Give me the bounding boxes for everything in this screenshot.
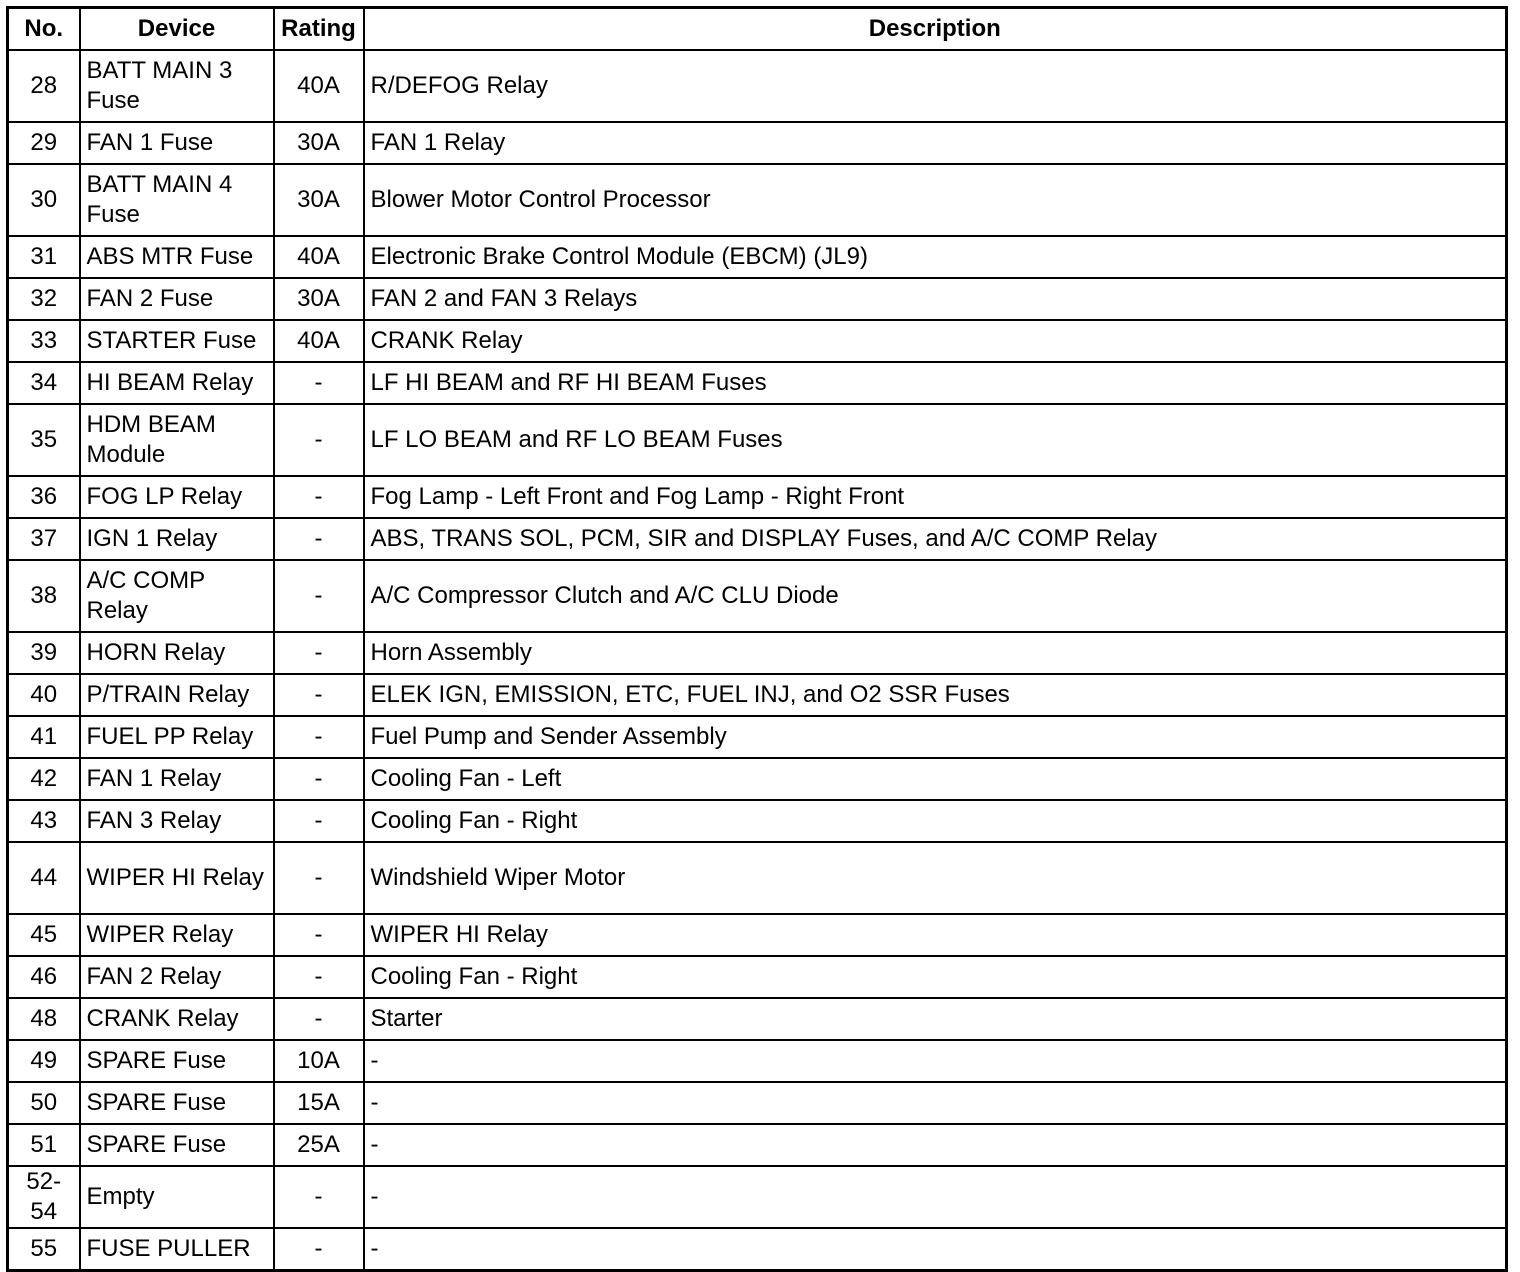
- cell-device: Empty: [80, 1166, 274, 1228]
- cell-no: 29: [8, 122, 80, 164]
- cell-no: 34: [8, 362, 80, 404]
- cell-rating: -: [274, 800, 364, 842]
- cell-device: FUEL PP Relay: [80, 716, 274, 758]
- cell-description: WIPER HI Relay: [364, 914, 1507, 956]
- cell-rating: -: [274, 632, 364, 674]
- cell-device: FOG LP Relay: [80, 476, 274, 518]
- cell-device: BATT MAIN 3 Fuse: [80, 50, 274, 122]
- cell-rating: -: [274, 716, 364, 758]
- cell-description: Fog Lamp - Left Front and Fog Lamp - Right Front: [364, 476, 1507, 518]
- table-row: [8, 632, 1507, 674]
- cell-rating: 10A: [274, 1040, 364, 1082]
- table-row: [8, 518, 1507, 560]
- cell-no: 42: [8, 758, 80, 800]
- cell-description: Electronic Brake Control Module (EBCM) (JL9): [364, 236, 1507, 278]
- table-row: [8, 1124, 1507, 1166]
- cell-no: 35: [8, 404, 80, 476]
- cell-no: 32: [8, 278, 80, 320]
- cell-device: WIPER Relay: [80, 914, 274, 956]
- cell-description: R/DEFOG Relay: [364, 50, 1507, 122]
- cell-no: 31: [8, 236, 80, 278]
- cell-no: 55: [8, 1228, 80, 1271]
- cell-rating: 30A: [274, 164, 364, 236]
- table-row: [8, 50, 1507, 122]
- cell-description: -: [364, 1040, 1507, 1082]
- cell-device: IGN 1 Relay: [80, 518, 274, 560]
- cell-description: Blower Motor Control Processor: [364, 164, 1507, 236]
- cell-device: STARTER Fuse: [80, 320, 274, 362]
- cell-no: 49: [8, 1040, 80, 1082]
- cell-no: 38: [8, 560, 80, 632]
- cell-device: SPARE Fuse: [80, 1040, 274, 1082]
- table-row: [8, 914, 1507, 956]
- cell-no: 45: [8, 914, 80, 956]
- table-row: [8, 278, 1507, 320]
- table-row: [8, 1228, 1507, 1271]
- cell-no: 52-54: [8, 1166, 80, 1228]
- table-row: [8, 1082, 1507, 1124]
- header-description: Description: [364, 8, 1507, 51]
- cell-device: FUSE PULLER: [80, 1228, 274, 1271]
- cell-no: 41: [8, 716, 80, 758]
- fuse-relay-table: [6, 6, 1508, 1272]
- table-row: [8, 1040, 1507, 1082]
- header-no: No.: [8, 8, 80, 51]
- table-row: [8, 758, 1507, 800]
- cell-device: HI BEAM Relay: [80, 362, 274, 404]
- cell-device: SPARE Fuse: [80, 1082, 274, 1124]
- cell-no: 48: [8, 998, 80, 1040]
- cell-no: 30: [8, 164, 80, 236]
- cell-no: 44: [8, 842, 80, 914]
- cell-rating: 40A: [274, 236, 364, 278]
- cell-description: Starter: [364, 998, 1507, 1040]
- cell-description: ABS, TRANS SOL, PCM, SIR and DISPLAY Fuses, and A/C COMP Relay: [364, 518, 1507, 560]
- cell-no: 28: [8, 50, 80, 122]
- table-row: [8, 164, 1507, 236]
- cell-description: Cooling Fan - Right: [364, 956, 1507, 998]
- cell-device: FAN 2 Fuse: [80, 278, 274, 320]
- header-rating: Rating: [274, 8, 364, 51]
- cell-device: FAN 2 Relay: [80, 956, 274, 998]
- table-row: [8, 404, 1507, 476]
- cell-rating: 40A: [274, 50, 364, 122]
- cell-no: 43: [8, 800, 80, 842]
- cell-description: LF LO BEAM and RF LO BEAM Fuses: [364, 404, 1507, 476]
- table-row: [8, 320, 1507, 362]
- cell-device: ABS MTR Fuse: [80, 236, 274, 278]
- cell-device: BATT MAIN 4 Fuse: [80, 164, 274, 236]
- cell-rating: -: [274, 1228, 364, 1271]
- table-row: [8, 674, 1507, 716]
- cell-rating: -: [274, 956, 364, 998]
- cell-device: HORN Relay: [80, 632, 274, 674]
- table-row: [8, 362, 1507, 404]
- cell-description: Cooling Fan - Right: [364, 800, 1507, 842]
- cell-device: FAN 3 Relay: [80, 800, 274, 842]
- table-row: [8, 716, 1507, 758]
- cell-description: -: [364, 1082, 1507, 1124]
- table-row: [8, 998, 1507, 1040]
- cell-description: FAN 1 Relay: [364, 122, 1507, 164]
- cell-device: P/TRAIN Relay: [80, 674, 274, 716]
- cell-rating: -: [274, 362, 364, 404]
- cell-no: 40: [8, 674, 80, 716]
- table-row: [8, 560, 1507, 632]
- cell-device: FAN 1 Fuse: [80, 122, 274, 164]
- cell-rating: -: [274, 476, 364, 518]
- cell-device: WIPER HI Relay: [80, 842, 274, 914]
- cell-description: CRANK Relay: [364, 320, 1507, 362]
- cell-device: SPARE Fuse: [80, 1124, 274, 1166]
- cell-rating: -: [274, 404, 364, 476]
- cell-description: -: [364, 1228, 1507, 1271]
- cell-description: LF HI BEAM and RF HI BEAM Fuses: [364, 362, 1507, 404]
- cell-rating: 30A: [274, 122, 364, 164]
- table-row: [8, 956, 1507, 998]
- table-row: [8, 236, 1507, 278]
- cell-device: A/C COMP Relay: [80, 560, 274, 632]
- cell-device: HDM BEAM Module: [80, 404, 274, 476]
- cell-rating: 40A: [274, 320, 364, 362]
- cell-rating: 15A: [274, 1082, 364, 1124]
- cell-rating: -: [274, 674, 364, 716]
- cell-rating: -: [274, 914, 364, 956]
- cell-description: Horn Assembly: [364, 632, 1507, 674]
- cell-description: Windshield Wiper Motor: [364, 842, 1507, 914]
- header-device: Device: [80, 8, 274, 51]
- cell-rating: -: [274, 1166, 364, 1228]
- cell-no: 51: [8, 1124, 80, 1166]
- cell-no: 46: [8, 956, 80, 998]
- cell-rating: -: [274, 998, 364, 1040]
- table-row: [8, 122, 1507, 164]
- cell-no: 33: [8, 320, 80, 362]
- cell-no: 36: [8, 476, 80, 518]
- header-row: [8, 8, 1507, 51]
- cell-rating: -: [274, 758, 364, 800]
- cell-description: Fuel Pump and Sender Assembly: [364, 716, 1507, 758]
- cell-no: 50: [8, 1082, 80, 1124]
- cell-rating: 25A: [274, 1124, 364, 1166]
- cell-device: FAN 1 Relay: [80, 758, 274, 800]
- table-row: [8, 476, 1507, 518]
- table-body: [8, 50, 1507, 1271]
- table-row: [8, 842, 1507, 914]
- cell-rating: -: [274, 560, 364, 632]
- table-row: [8, 1166, 1507, 1228]
- cell-description: Cooling Fan - Left: [364, 758, 1507, 800]
- cell-description: ELEK IGN, EMISSION, ETC, FUEL INJ, and O2 SSR Fuses: [364, 674, 1507, 716]
- cell-description: -: [364, 1124, 1507, 1166]
- cell-no: 37: [8, 518, 80, 560]
- cell-no: 39: [8, 632, 80, 674]
- cell-rating: -: [274, 518, 364, 560]
- cell-rating: -: [274, 842, 364, 914]
- cell-description: A/C Compressor Clutch and A/C CLU Diode: [364, 560, 1507, 632]
- table-row: [8, 800, 1507, 842]
- cell-description: -: [364, 1166, 1507, 1228]
- cell-rating: 30A: [274, 278, 364, 320]
- cell-device: CRANK Relay: [80, 998, 274, 1040]
- cell-description: FAN 2 and FAN 3 Relays: [364, 278, 1507, 320]
